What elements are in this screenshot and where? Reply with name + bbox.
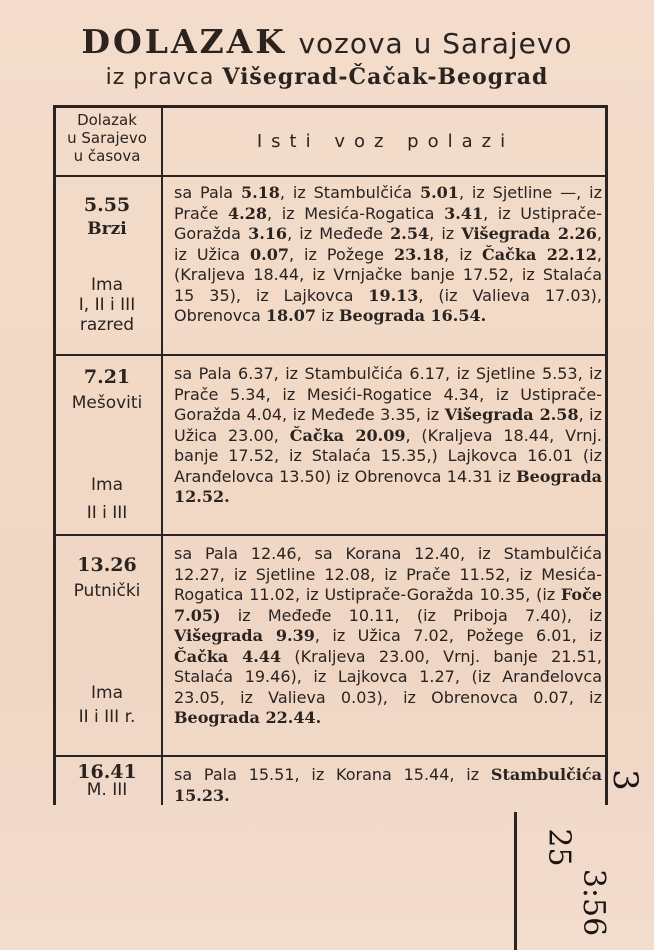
arrival-time: 5.55 [83,194,131,216]
handwritten-stroke [514,812,517,950]
train-type: Mešoviti [71,393,143,413]
train-type: Brzi [87,219,127,239]
train-type: Putnički [73,581,141,601]
departure-fragment: (Kraljeva 23.00, Vrnj. banje 21.51, Stalaća 19.46), iz Lajkovca 1.27, (iz Aranđelovca 23.05, iz Valieva 0.03), iz Obrenovca 0.07, iz [174,646,602,707]
departure-highlight: 23.18 [394,244,445,264]
departure-fragment: , iz Užica 7.02, Požege 6.01, iz [314,626,602,645]
departure-highlight: Foče 7.05) [174,585,602,625]
departure-highlight: 0.07 [250,244,289,264]
handwritten-note: 25 [541,828,577,867]
class-list: I, II i III [78,295,136,315]
departure-fragment: , iz Požege [288,244,394,264]
table-column-divider [161,105,163,805]
row-time-cell [53,555,161,727]
handwritten-note: 3:56 [576,868,612,937]
departure-highlight: 5.18 [240,183,280,202]
departure-highlight: Beograda 12.52. [174,466,602,506]
subtitle-route: Višegrad-Čačak-Beograd [222,64,549,90]
departure-fragment: , iz Užica [174,224,602,264]
arrival-time: 13.26 [77,554,137,576]
header-departure: Isti voz polazi [256,131,515,152]
departure-fragment: , iz [444,244,483,264]
departure-fragment: , iz Ustiprače-Goražda [174,203,602,243]
train-type: M. III [86,780,128,800]
page-subtitle [0,64,654,90]
departure-fragment: , iz Međeđe [287,224,391,243]
departure-highlight: Višegrada 9.39 [174,626,315,645]
departure-text [174,364,602,508]
departure-highlight: Višegrada 2.26 [461,224,597,243]
departure-highlight: 3.41 [444,203,484,223]
row-time-cell [53,367,161,523]
class-label: Ima [91,275,123,295]
departure-highlight: 18.07 [265,306,317,325]
class-list: II i III r. [78,707,136,727]
header-arrival-line: u Sarajevo [67,129,147,147]
departure-fragment: , (Kraljeva 18.44, iz Vrnjačke banje 17.52, iz Stalaća 15 35), iz Lajkovca [174,244,603,305]
departure-fragment: , iz Mesića-Rogatica [267,203,445,223]
header-arrival [53,111,161,165]
row-time-cell [53,763,161,799]
row-divider [53,354,608,356]
departure-highlight: 19.13 [368,285,419,305]
departure-highlight: Beograda 22.44. [174,708,322,727]
page-title [0,22,654,61]
departure-text [174,183,602,327]
departure-fragment: , iz Sjetline —, iz Prače [174,183,603,223]
departure-fragment: sa Pala 15.51, iz Korana 15.44, iz [174,765,491,784]
title-bold: DOLAZAK [81,22,287,61]
departure-fragment: sa Pala 12.46, sa Korana 12.40, iz Stambulčića 12.27, iz Sjetline 12.08, iz Prače 11.52, iz Mesića-Rogatica 11.02, iz Ustiprače-Goražda 10.35, (iz [174,544,602,604]
arrival-time: 16.41 [77,761,137,783]
arrival-time: 7.21 [83,366,131,388]
departure-fragment: , iz Stambulčića [279,183,420,202]
handwritten-note: 3 [604,769,645,791]
row-departures [174,183,602,327]
row-departures [174,765,602,806]
title-rest: vozova u Sarajevo [298,27,573,60]
header-arrival-line: Dolazak [77,111,137,129]
departure-highlight: Beograda 16.54. [339,306,487,325]
departure-fragment: iz [316,306,340,325]
departure-fragment: sa Pala 6.37, iz Stambulčića 6.17, iz Sjetline 5.53, iz Prače 5.34, iz Mesići-Rogatice 4.34, iz Ustiprače-Goražda 4.04, iz Međeđe 3.35, iz [174,364,602,424]
header-arrival-line: u časova [73,147,141,165]
row-departures [174,364,602,508]
departure-highlight: 3.16 [248,224,288,243]
table-border-top [53,105,608,108]
class-list-suffix: razred [79,315,135,335]
timetable [53,105,608,805]
departure-highlight: 4.28 [228,203,267,223]
row-time-cell [53,195,161,335]
departure-fragment: sa Pala [174,183,241,202]
subtitle-prefix: iz pravca [105,65,215,90]
departure-highlight: Stambulčića 15.23. [174,765,602,805]
departure-fragment: iz Međeđe 10.11, (iz Priboja 7.40), iz [220,605,602,625]
departure-highlight: 5.01 [419,183,459,202]
row-divider [53,534,608,536]
row-departures [174,544,602,729]
table-header-divider [53,175,608,177]
departure-text [174,544,602,729]
departure-highlight: Čačka 22.12 [482,244,597,264]
row-divider [53,755,608,757]
departure-fragment: , (Kraljeva 18.44, Vrnj. banje 17.52, iz Stalaća 15.35,) Lajkovca 16.01 (iz Aranđelovca 13.50) iz Obrenovca 14.31 iz [174,425,603,486]
departure-fragment: , iz [429,224,462,243]
departure-highlight: 2.54 [390,224,430,243]
table-border-right [605,105,608,805]
departure-text [174,765,602,806]
departure-fragment: , iz Užica 23.00, [174,405,603,445]
departure-highlight: Višegrada 2.58 [444,405,579,424]
departure-highlight: Čačka 20.09 [289,425,406,445]
class-label: Ima [91,475,123,495]
class-label: Ima [91,683,123,703]
departure-fragment: , (iz Valieva 17.03), Obrenovca [174,285,603,325]
class-list: II i III [86,503,128,523]
departure-highlight: Čačka 4.44 [174,646,282,666]
